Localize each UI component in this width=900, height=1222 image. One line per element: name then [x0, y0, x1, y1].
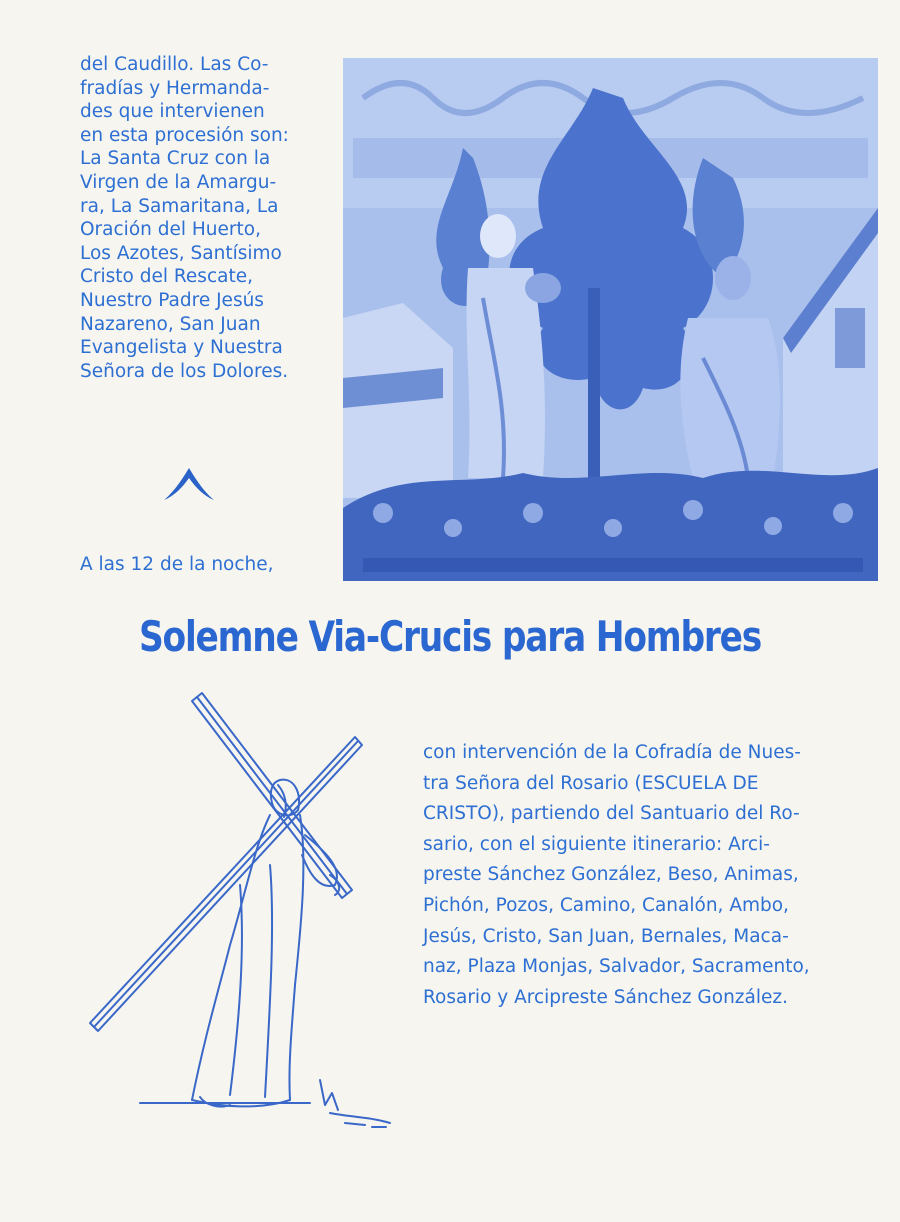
text-line: des que intervienen [80, 101, 265, 123]
text-line: sario, con el siguiente itinerario: Arci- [423, 833, 770, 855]
text-line: Nazareno, San Juan [80, 313, 261, 335]
text-line: Pichón, Pozos, Camino, Canalón, Ambo, [423, 894, 789, 916]
left-column-text [80, 53, 298, 383]
page-title: Solemne Via-Crucis para Hombres [138, 612, 762, 661]
text-line: en esta procesión son: [80, 124, 289, 146]
body-text [423, 738, 823, 1013]
text-line: Los Azotes, Santísimo [80, 242, 282, 264]
text-line: Oración del Huerto, [80, 219, 261, 241]
text-line: tra Señora del Rosario (ESCUELA DE [423, 772, 759, 794]
text-line: CRISTO), partiendo del Santuario del Ro- [423, 803, 800, 825]
text-line: ra, La Samaritana, La [80, 195, 279, 217]
text-line: del Caudillo. Las Co- [80, 54, 269, 75]
text-line: Jesús, Cristo, San Juan, Bernales, Maca- [423, 925, 789, 947]
chevron-ornament-icon [162, 466, 216, 502]
text-line: Rosario y Arcipreste Sánchez González. [423, 986, 788, 1008]
text-line: Cristo del Rescate, [80, 266, 253, 288]
cross-bearer-drawing [80, 685, 410, 1135]
text-line: Evangelista y Nuestra [80, 337, 283, 359]
text-line: con intervención de la Cofradía de Nues- [423, 742, 801, 763]
text-line: preste Sánchez González, Beso, Animas, [423, 864, 799, 886]
lead-in-text: A las 12 de la noche, [80, 554, 274, 575]
text-line: naz, Plaza Monjas, Salvador, Sacramento, [423, 956, 810, 978]
text-line: La Santa Cruz con la [80, 148, 271, 170]
procession-photo [343, 58, 878, 581]
text-line: Señora de los Dolores. [80, 360, 289, 382]
text-line: fradías y Hermanda- [80, 77, 270, 99]
photo-illustration [343, 58, 878, 581]
text-line: Nuestro Padre Jesús [80, 289, 264, 311]
text-line: Virgen de la Amargu- [80, 171, 277, 193]
